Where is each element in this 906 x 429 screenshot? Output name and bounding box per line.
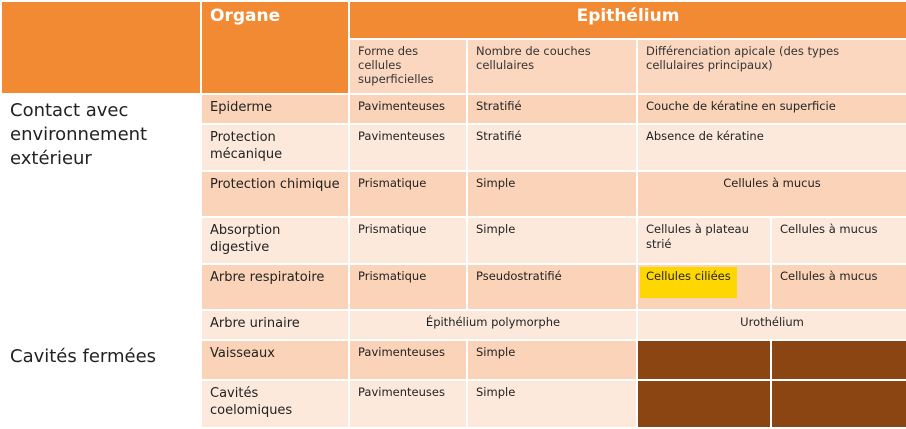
cell-organe: Arbre urinaire [201,310,349,340]
cell-filled [771,380,906,428]
cell-differenciation-2: Cellules à mucus [771,264,906,311]
cell-filled [771,340,906,380]
table-row [1,340,906,380]
cell-couches: Pseudostratifié [467,264,637,311]
group-cavites: Cavités fermées [1,340,201,428]
cell-forme: Prismatique [349,217,467,264]
cell-organe: Vaisseaux [201,340,349,380]
cell-forme: Pavimenteuses [349,340,467,380]
cell-merged-forme-couches: Épithélium polymorphe [349,310,637,340]
cell-filled [637,380,771,428]
cell-organe: Epiderme [201,94,349,124]
group-contact: Contact avec environnement extérieur [1,94,201,340]
highlighted-text: Cellules ciliées [640,267,737,298]
cell-couches: Simple [467,171,637,218]
cell-filled [637,340,771,380]
table-row [1,94,906,124]
cell-organe: Protection chimique [201,171,349,218]
cell-forme: Prismatique [349,264,467,311]
cell-differenciation: Absence de kératine [637,124,906,171]
cell-differenciation: Urothélium [637,310,906,340]
cell-forme: Pavimenteuses [349,380,467,428]
cell-couches: Stratifié [467,94,637,124]
header-corner [1,1,201,94]
cell-differenciation: Couche de kératine en superficie [637,94,906,124]
subheader-differenciation: Différenciation apicale (des types cellulaires principaux) [637,39,906,94]
subheader-couches: Nombre de couches cellulaires [467,39,637,94]
cell-forme: Pavimenteuses [349,94,467,124]
cell-organe: Absorption digestive [201,217,349,264]
cell-differenciation-1 [637,264,771,311]
cell-couches: Simple [467,380,637,428]
cell-forme: Pavimenteuses [349,124,467,171]
header-organe: Organe [201,1,349,94]
cell-organe: Protection mécanique [201,124,349,171]
cell-forme: Prismatique [349,171,467,218]
cell-couches: Simple [467,217,637,264]
cell-differenciation-2: Cellules à mucus [771,217,906,264]
cell-organe: Cavités coelomiques [201,380,349,428]
cell-couches: Simple [467,340,637,380]
cell-organe: Arbre respiratoire [201,264,349,311]
subheader-forme: Forme des cellules superficielles [349,39,467,94]
header-epithelium: Epithélium [349,1,906,39]
cell-differenciation-1: Cellules à plateau strié [637,217,771,264]
cell-couches: Stratifié [467,124,637,171]
cell-differenciation: Cellules à mucus [637,171,906,218]
